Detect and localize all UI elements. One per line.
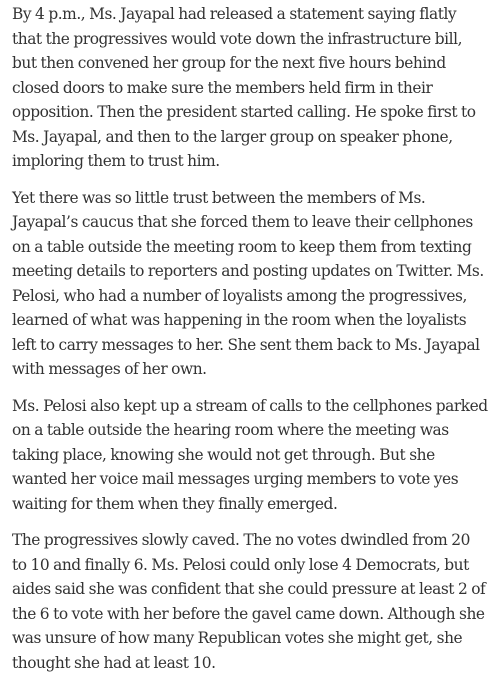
- article-paragraph: By 4 p.m., Ms. Jayapal had released a statement saying flatly that the progressives would vote down the infrastructure bill, but then convened her group for the next five hours behind closed doors to make sure the members held firm in their opposition. Then the president started calling. He spoke first to Ms. Jayapal, and then to the larger group on speaker phone, imploring them to trust him.: [12, 5, 476, 170]
- article-paragraph: The progressives slowly caved. The no votes dwindled from 20 to 10 and finally 6. Ms. Pelosi could only lose 4 Democrats, but aides said she was confident that she could pressure at least 2 of the 6 to vote with her before the gavel came down. Although she was unsure of how many Republican votes she might get, she thought she had at least 10.: [12, 531, 486, 672]
- article-paragraph: Yet there was so little trust between the members of Ms. Jayapal’s caucus that she forced them to leave their cellphones on a table outside the meeting room to keep them from texting meeting details to reporters and posting updates on Twitter. Ms. Pelosi, who had a number of loyalists among the progressives, learned of what was happening in the room when the loyalists left to carry messages to her. She sent them back to Ms. Jayapal with messages of her own.: [12, 188, 484, 378]
- article-paragraph: Ms. Pelosi also kept up a stream of calls to the cellphones parked on a table outside the hearing room where the meeting was taking place, knowing she would not get through. But she wanted her voice mail messages urging members to vote yes waiting for them when they finally emerged.: [12, 396, 488, 513]
